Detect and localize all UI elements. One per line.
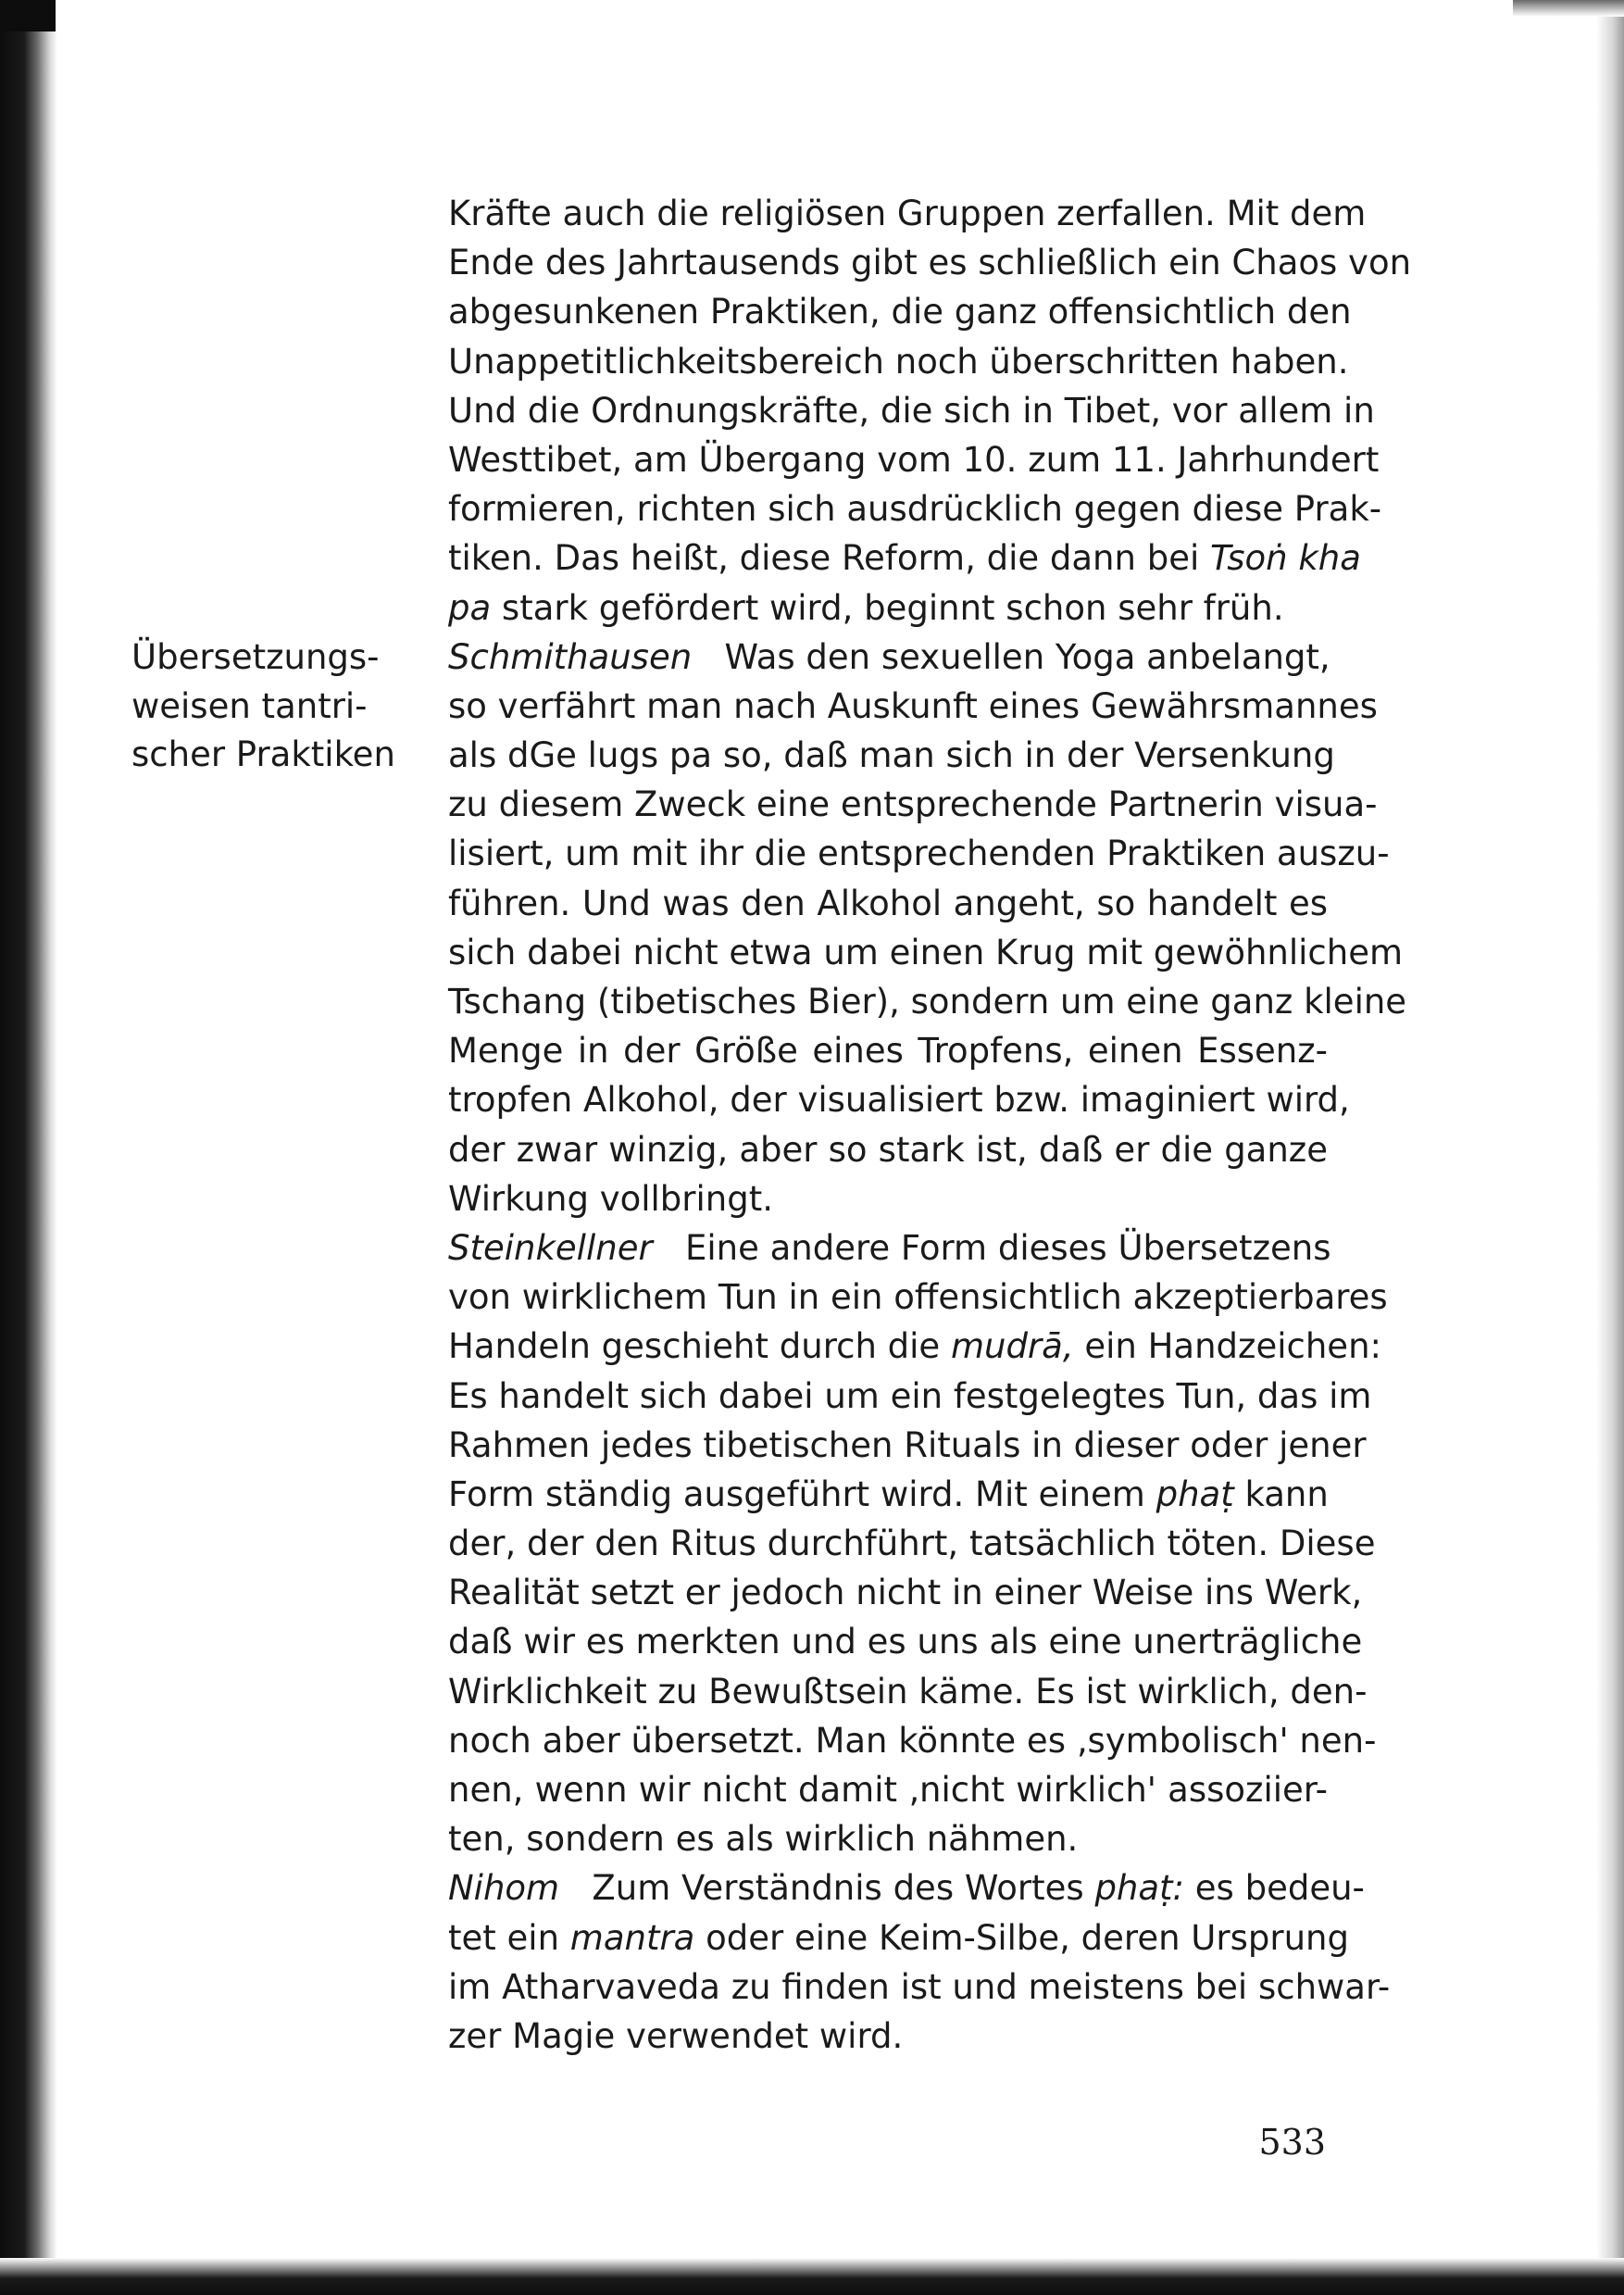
text-segment: Form ständig ausgeführt wird. Mit einem (448, 1474, 1156, 1514)
text-segment: ein Handzeichen: (1073, 1326, 1381, 1367)
text-line: Westtibet, am Übergang vom 10. zum 11. Jahrhundert (448, 439, 1380, 480)
text-segment: Zum Verständnis des Wortes (592, 1868, 1095, 1909)
text-line (448, 1322, 1381, 1371)
text-segment: kann (1233, 1474, 1329, 1514)
text-segment: Eine andere Form dieses Übersetzens (684, 1227, 1331, 1268)
text-segment: stark gefördert wird, beginnt schon sehr früh. (491, 587, 1284, 628)
margin-note-line: scher Praktiken (131, 734, 395, 774)
text-line: Kräfte auch die religiösen Gruppen zerfallen. Mit dem (448, 194, 1367, 233)
body-text (448, 189, 1412, 2061)
text-segment: es bedeu- (1184, 1868, 1365, 1909)
text-line (448, 1913, 1349, 1963)
text-segment: tiken. Das heißt, diese Reform, die dann bei (448, 538, 1210, 579)
text-line: als dGe lugs pa so, daß man sich in der Versenkung (448, 735, 1335, 776)
text-line: abgesunkenen Praktiken, die ganz offensichtlich den (448, 292, 1352, 332)
text-line: nen, wenn wir nicht damit ‚nicht wirklich' assoziier- (448, 1770, 1328, 1810)
text-line: tropfen Alkohol, der visualisiert bzw. imaginiert wird, (448, 1080, 1350, 1121)
text-line: Und die Ordnungskräfte, die sich in Tibet, vor allem in (448, 390, 1375, 431)
sanskrit-term: phaṭ (1156, 1474, 1234, 1514)
text-line: Realität setzt er jedoch nicht in einer Weise ins Werk, (448, 1573, 1363, 1613)
scan-edge-left (0, 0, 57, 2295)
tibetan-term: pa (448, 587, 492, 628)
margin-note-line: weisen tantri- (131, 685, 368, 726)
text-line: ten, sondern es als wirklich nähmen. (448, 1819, 1079, 1860)
speaker-name: Steinkellner (448, 1227, 653, 1268)
sanskrit-term: mantra (569, 1917, 695, 1958)
text-line (448, 1863, 1365, 1912)
text-line (448, 1223, 1331, 1273)
sanskrit-term: mudrā, (950, 1326, 1074, 1367)
text-line: so verfährt man nach Auskunft eines Gewährsmannes (448, 685, 1378, 726)
scan-edge-bottom (0, 2258, 1624, 2295)
text-line: im Atharvaveda zu finden ist und meistens bei schwar- (448, 1966, 1391, 2007)
text-line (448, 533, 1361, 583)
text-line: formieren, richten sich ausdrücklich gegen diese Prak- (448, 489, 1382, 530)
text-line (448, 1470, 1328, 1519)
text-line: der, der den Ritus durchführt, tatsächlich töten. Diese (448, 1524, 1376, 1564)
text-line: Tschang (tibetisches Bier), sondern um eine ganz kleine (448, 982, 1407, 1022)
text-segment: tet ein (448, 1917, 570, 1958)
text-line (448, 583, 1328, 633)
text-line: von wirklichem Tun in ein offensichtlich akzeptierbares (448, 1277, 1388, 1318)
text-segment: oder eine Keim-Silbe, deren Ursprung (694, 1917, 1349, 1958)
text-line: zer Magie verwendet wird. (448, 2015, 904, 2056)
text-line: Wirklichkeit zu Bewußtsein käme. Es ist wirklich, den- (448, 1671, 1368, 1712)
scan-edge-top-right (1513, 0, 1624, 17)
page-number: 533 (1258, 2122, 1326, 2163)
text-line: Es handelt sich dabei um ein festgelegtes Tun, das im (448, 1375, 1372, 1416)
sanskrit-term: phaṭ: (1094, 1868, 1185, 1909)
text-line: zu diesem Zweck eine entsprechende Partnerin visua- (448, 784, 1378, 825)
text-line: Rahmen jedes tibetischen Rituals in dieser oder jener (448, 1424, 1367, 1465)
text-segment: Handeln geschieht durch die (448, 1326, 951, 1367)
text-line: Ende des Jahrtausends gibt es schließlich ein Chaos von (448, 243, 1412, 283)
speaker-name: Nihom (448, 1868, 560, 1909)
scan-edge-right (1596, 0, 1624, 2295)
margin-note (131, 633, 395, 780)
margin-note-line: Übersetzungs- (131, 637, 380, 677)
tibetan-term: Tsoṅ kha (1210, 538, 1361, 579)
text-line: sich dabei nicht etwa um einen Krug mit gewöhnlichem (448, 932, 1404, 972)
text-line: lisiert, um mit ihr die entsprechenden Praktiken auszu- (448, 834, 1390, 874)
text-line (448, 633, 1328, 682)
text-line: führen. Und was den Alkohol angeht, so handelt es (448, 883, 1328, 923)
text-line: Menge in der Größe eines Tropfens, einen Essenz- (448, 1031, 1328, 1072)
text-segment: Was den sexuellen Yoga anbelangt, (724, 636, 1330, 677)
speaker-name: Schmithausen (448, 636, 693, 677)
text-line: noch aber übersetzt. Man könnte es ‚symbolisch' nen- (448, 1720, 1377, 1761)
text-line: Unappetitlichkeitsbereich noch überschritten haben. (448, 341, 1349, 382)
text-line: Wirkung vollbringt. (448, 1178, 773, 1219)
scan-edge-top-left (0, 0, 56, 31)
text-line: daß wir es merkten und es uns als eine unerträgliche (448, 1622, 1363, 1662)
text-line: der zwar winzig, aber so stark ist, daß er die ganze (448, 1129, 1328, 1170)
